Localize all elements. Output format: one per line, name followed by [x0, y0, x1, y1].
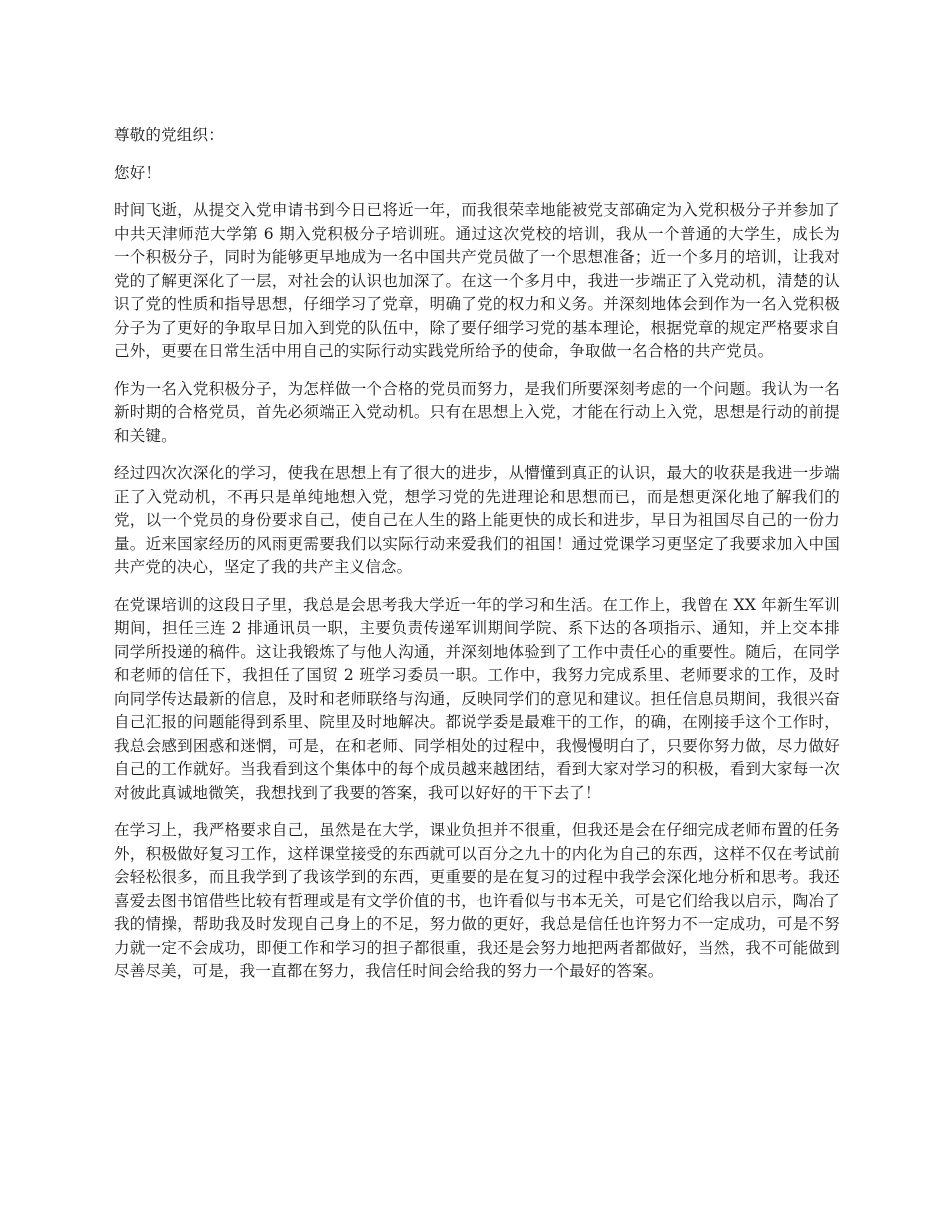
salutation: 尊敬的党组织： — [114, 126, 224, 144]
paragraph-3: 经过四次次深化的学习，使我在思想上有了很大的进步，从懵懂到真正的认识，最大的收获是我进一步端正了入党动机，不再只是单纯地想入党，想学习党的先进理论和思想而已，而是想更深化地了解我们的党，以一个党员的身份要求自己，使自己在人生的路上能更快的成长和进步，早日为祖国尽自己的一份力量。近来国家经历的风雨更需要我们以实际行动来爱我们的祖国！通过党课学习更坚定了我要求加入中国共产党的决心，坚定了我的共产主义信念。 — [114, 464, 840, 576]
letter-body — [114, 124, 840, 998]
greeting: 您好！ — [114, 163, 162, 182]
paragraph-4: 在党课培训的这段日子里，我总是会思考我大学近一年的学习和生活。在工作上，我曾在 XX 年新生军训期间，担任三连 2 排通讯员一职，主要负责传递军训期间学院、系下达的各项指示、通知，并上交本排同学所投递的稿件。这让我锻炼了与他人沟通，并深刻地体验到了工作中责任心的重要性。随后，在同学和老师的信任下，我担任了国贸 2 班学习委员一职。工作中，我努力完成系里、老师要求的工作，及时向同学传达最新的信息，及时和老师联络与沟通，反映同学们的意见和建议。担任信息员期间，我很兴奋自己汇报的问题能得到系里、院里及时地解决。都说学委是最难干的工作，的确，在刚接手这个工作时，我总会感到困惑和迷惘，可是，在和老师、同学相处的过程中，我慢慢明白了，只要你努力做，尽力做好自己的工作就好。当我看到这个集体中的每个成员越来越团结，看到大家对学习的积极，看到大家每一次对彼此真诚地微笑，我想找到了我要的答案，我可以好好的干下去了！ — [114, 595, 840, 802]
paragraph-1: 时间飞逝，从提交入党申请书到今日已将近一年，而我很荣幸地能被党支部确定为入党积极分子并参加了中共天津师范大学第 6 期入党积极分子培训班。通过这次党校的培训，我从一个普通的大学生，成长为一个积极分子，同时为能够更早地成为一名中国共产党员做了一个思想准备；近一个多月的培训，让我对党的了解更深化了一层，对社会的认识也加深了。在这一个多月中，我进一步端正了入党动机，清楚的认识了党的性质和指导思想，仔细学习了党章，明确了党的权力和义务。并深刻地体会到作为一名入党积极分子为了更好的争取早日加入到党的队伍中，除了要仔细学习党的基本理论，根据党章的规定严格要求自己外，更要在日常生活中用自己的实际行动实践党所给予的使命，争取做一名合格的共产党员。 — [114, 201, 840, 360]
paragraph-2: 作为一名入党积极分子，为怎样做一个合格的党员而努力，是我们所要深刻考虑的一个问题。我认为一名新时期的合格党员，首先必须端正入党动机。只有在思想上入党，才能在行动上入党，思想是行动的前提和关键。 — [114, 379, 840, 445]
paragraph-5: 在学习上，我严格要求自己，虽然是在大学，课业负担并不很重，但我还是会在仔细完成老师布置的任务外，积极做好复习工作，这样课堂接受的东西就可以百分之九十的内化为自己的东西，这样不仅在考试前会轻松很多，而且我学到了我该学到的东西，更重要的是在复习的过程中我学会深化地分析和思考。我还喜爱去图书馆借些比较有哲理或是有文学价值的书，也许看似与书本无关，可是它们给我以启示，陶冶了我的情操，帮助我及时发现自己身上的不足，努力做的更好，我总是信任也许努力不一定成功，可是不努力就一定不会成功，即便工作和学习的担子都很重，我还是会努力地把两者都做好，当然，我不可能做到尽善尽美，可是，我一直都在努力，我信任时间会给我的努力一个最好的答案。 — [114, 821, 840, 980]
